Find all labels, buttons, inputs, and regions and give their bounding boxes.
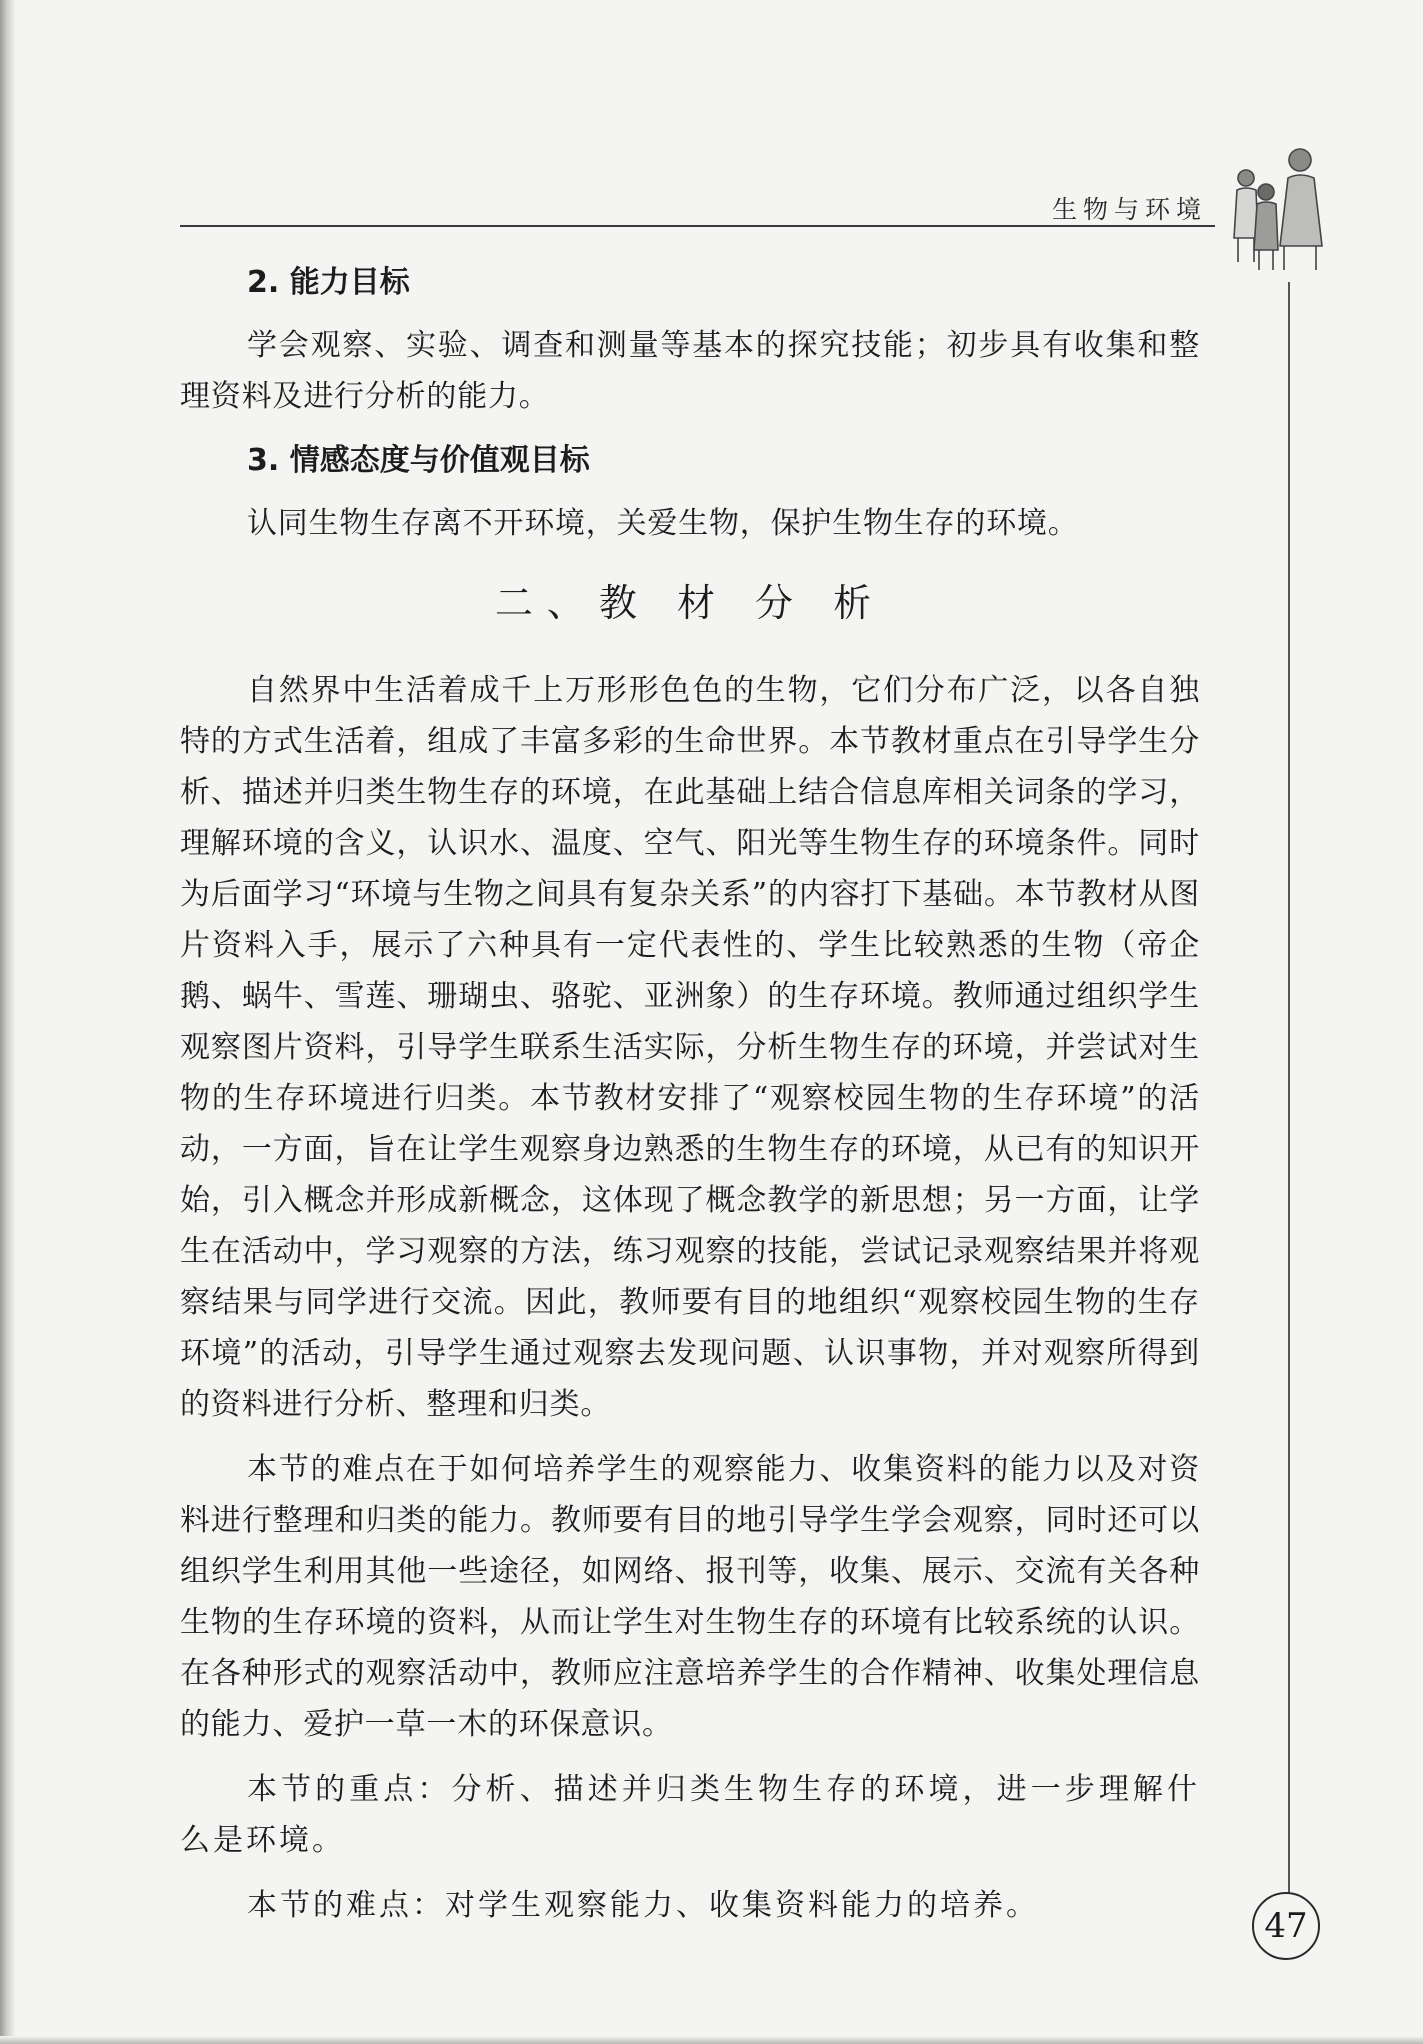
key-point-paragraph: 本节的重点：分析、描述并归类生物生存的环境，进一步理解什么是环境。	[180, 1772, 1200, 1858]
page-content	[180, 258, 1200, 1931]
header-rule	[180, 225, 1215, 227]
emotion-goal-heading: 3. 情感态度与价值观目标	[247, 443, 590, 478]
ability-goal-text: 学会观察、实验、调查和测量等基本的探究技能；初步具有收集和整理资料及进行分析的能力。	[180, 328, 1200, 414]
difficulty-paragraph: 本节的难点：对学生观察能力、收集资料能力的培养。	[247, 1888, 1039, 1923]
emotion-goal-text: 认同生物生存离不开环境，关爱生物，保护生物生存的环境。	[247, 506, 1079, 541]
page-number: 47	[1252, 1892, 1320, 1960]
page-shadow-left	[0, 0, 16, 2044]
ability-goal-heading: 2. 能力目标	[247, 265, 410, 300]
margin-rule	[1288, 282, 1290, 1902]
analysis-section-title: 二、教 材 分 析	[494, 581, 886, 625]
people-illustration-icon	[1218, 138, 1338, 278]
analysis-paragraph: 本节的难点在于如何培养学生的观察能力、收集资料的能力以及对资料进行整理和归类的能力。教师要有目的地引导学生学会观察，同时还可以组织学生利用其他一些途径，如网络、报刊等，收集、展示、交流有关各种生物的生存环境的资料，从而让学生对生物生存的环境有比较系统的认识。在各种形式的观察活动中，教师应注意培养学生的合作精神、收集处理信息的能力、爱护一草一木的环保意识。	[180, 1452, 1200, 1742]
running-header-title: 生物与环境	[1052, 195, 1208, 224]
analysis-paragraph: 自然界中生活着成千上万形形色色的生物，它们分布广泛，以各自独特的方式生活着，组成了丰富多彩的生命世界。本节教材重点在引导学生分析、描述并归类生物生存的环境，在此基础上结合信息库相关词条的学习，理解环境的含义，认识水、温度、空气、阳光等生物生存的环境条件。同时为后面学习“环境与生物之间具有复杂关系”的内容打下基础。本节教材从图片资料入手，展示了六种具有一定代表性的、学生比较熟悉的生物（帝企鹅、蜗牛、雪莲、珊瑚虫、骆驼、亚洲象）的生存环境。教师通过组织学生观察图片资料，引导学生联系生活实际，分析生物生存的环境，并尝试对生物的生存环境进行归类。本节教材安排了“观察校园生物的生存环境”的活动，一方面，旨在让学生观察身边熟悉的生物生存的环境，从已有的知识开始，引入概念并形成新概念，这体现了概念教学的新思想；另一方面，让学生在活动中，学习观察的方法，练习观察的技能，尝试记录观察结果并将观察结果与同学进行交流。因此，教师要有目的地组织“观察校园生物的生存环境”的活动，引导学生通过观察去发现问题、认识事物，并对观察所得到的资料进行分析、整理和归类。	[180, 673, 1200, 1422]
page-shadow-bottom	[0, 2036, 1423, 2044]
